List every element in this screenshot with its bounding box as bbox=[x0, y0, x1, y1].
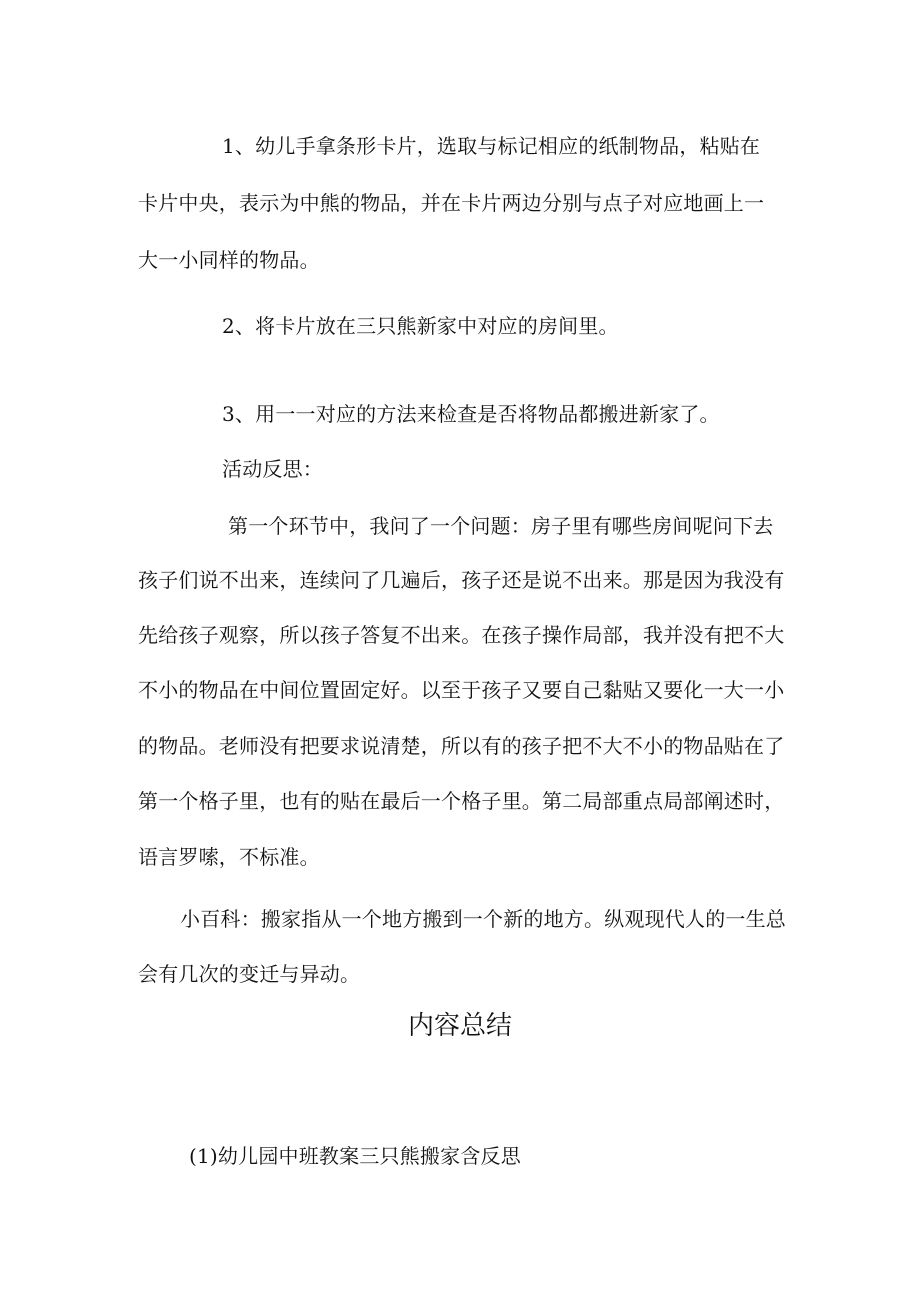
reflection-line-1: 第一个环节中，我问了一个问题：房子里有哪些房间呢问下去 bbox=[228, 514, 774, 538]
reflection-line-5: 的物品。老师没有把要求说清楚，所以有的孩子把不大不小的物品贴在了 bbox=[138, 734, 785, 758]
encyclopedia-line-1: 小百科：搬家指从一个地方搬到一个新的地方。纵观现代人的一生总 bbox=[180, 907, 786, 931]
step-1-line-2: 卡片中央，表示为中熊的物品，并在卡片两边分别与点子对应地画上一 bbox=[138, 191, 765, 215]
summary-item: (1)幼儿园中班教案三只熊搬家含反思 bbox=[189, 1144, 521, 1168]
reflection-heading: 活动反思： bbox=[222, 457, 323, 481]
step-1-line-3: 大一小同样的物品。 bbox=[138, 248, 320, 272]
reflection-line-7: 语言罗嗦，不标准。 bbox=[138, 845, 320, 869]
summary-title: 内容总结 bbox=[407, 1011, 512, 1041]
reflection-line-6: 第一个格子里，也有的贴在最后一个格子里。第二局部重点局部阐述时， bbox=[138, 789, 785, 813]
step-2-text: 2、将卡片放在三只熊新家中对应的房间里。 bbox=[222, 314, 619, 338]
reflection-line-2: 孩子们说不出来，连续问了几遍后，孩子还是说不出来。那是因为我没有 bbox=[138, 568, 785, 592]
reflection-line-3: 先给孩子观察，所以孩子答复不出来。在孩子操作局部，我并没有把不大 bbox=[138, 623, 785, 647]
step-3-text: 3、用一一对应的方法来检查是否将物品都搬进新家了。 bbox=[222, 402, 720, 426]
encyclopedia-line-2: 会有几次的变迁与异动。 bbox=[138, 962, 361, 986]
step-1-line-1: 1、幼儿手拿条形卡片，选取与标记相应的纸制物品，粘贴在 bbox=[222, 134, 761, 158]
reflection-line-4: 不小的物品在中间位置固定好。以至于孩子又要自己黏贴又要化一大一小 bbox=[138, 678, 785, 702]
